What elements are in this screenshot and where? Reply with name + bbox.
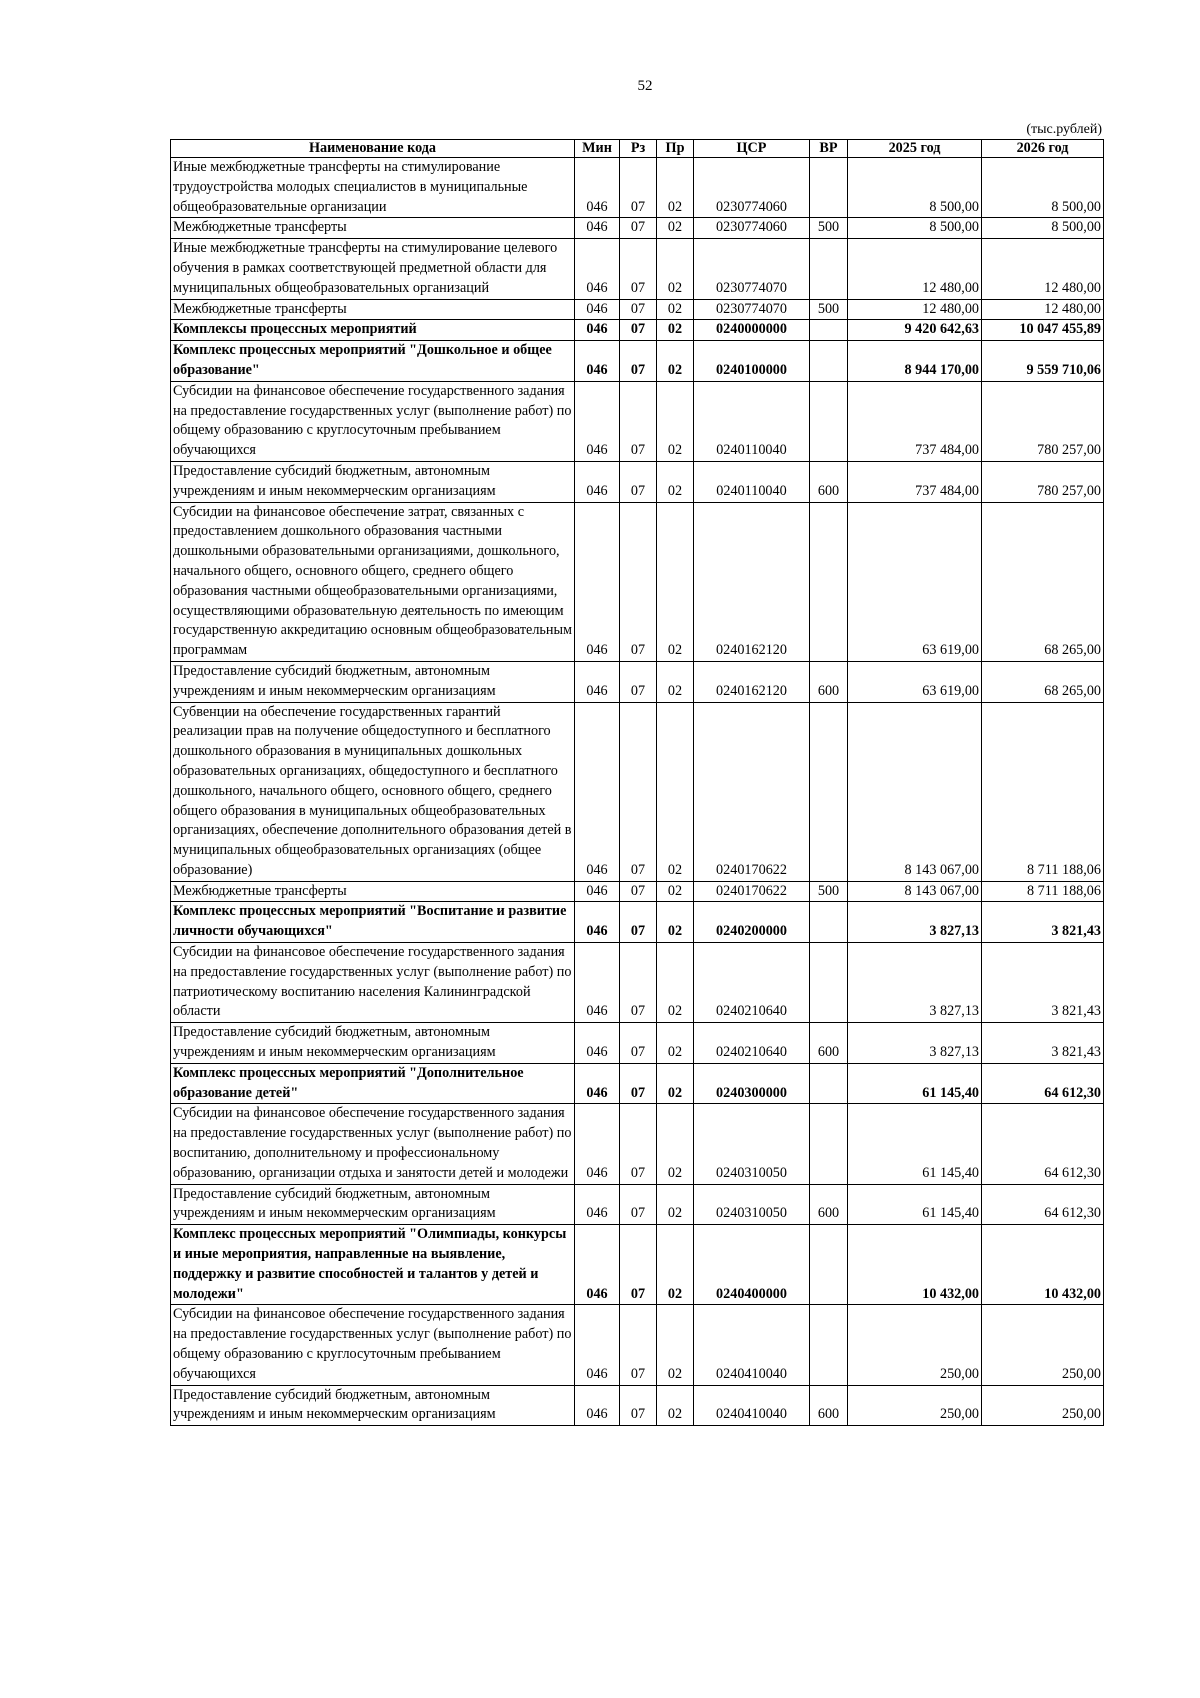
cell-name: Межбюджетные трансферты — [171, 299, 575, 320]
cell-rz: 07 — [620, 1104, 657, 1184]
cell-pr: 02 — [657, 239, 694, 299]
cell-2026: 780 257,00 — [982, 461, 1104, 502]
cell-pr: 02 — [657, 381, 694, 461]
cell-csr: 0230774060 — [694, 218, 810, 239]
cell-rz: 07 — [620, 239, 657, 299]
cell-rz: 07 — [620, 1385, 657, 1426]
cell-rz: 07 — [620, 943, 657, 1023]
cell-csr: 0230774070 — [694, 239, 810, 299]
cell-pr: 02 — [657, 218, 694, 239]
cell-2025: 63 619,00 — [848, 502, 982, 661]
budget-table — [170, 139, 1104, 1426]
cell-min: 046 — [575, 661, 620, 702]
cell-2025: 3 827,13 — [848, 943, 982, 1023]
cell-2026: 780 257,00 — [982, 381, 1104, 461]
cell-2025: 737 484,00 — [848, 381, 982, 461]
cell-csr: 0240210640 — [694, 1023, 810, 1064]
cell-csr: 0240310050 — [694, 1104, 810, 1184]
header-2026: 2026 год — [982, 140, 1104, 158]
header-min: Мин — [575, 140, 620, 158]
cell-csr: 0240410040 — [694, 1305, 810, 1385]
cell-2025: 61 145,40 — [848, 1184, 982, 1225]
cell-name: Предоставление субсидий бюджетным, автономным учреждениям и иным некоммерческим организациям — [171, 1184, 575, 1225]
cell-rz: 07 — [620, 902, 657, 943]
cell-name: Субсидии на финансовое обеспечение затрат, связанных с предоставлением дошкольного образования частными дошкольными образовательными организациями, дошкольного, начального общего, основного общего, среднего общего образования частными общеобразовательными организациями, осуществляющими образовательную деятельность по имеющим государственную аккредитацию основным общеобразовательным программам — [171, 502, 575, 661]
cell-vr — [810, 320, 848, 341]
cell-2026: 10 432,00 — [982, 1225, 1104, 1305]
cell-vr — [810, 239, 848, 299]
header-name: Наименование кода — [171, 140, 575, 158]
table-row — [171, 341, 1104, 382]
cell-2025: 61 145,40 — [848, 1063, 982, 1104]
cell-2025: 61 145,40 — [848, 1104, 982, 1184]
table-row — [171, 299, 1104, 320]
cell-name: Предоставление субсидий бюджетным, автономным учреждениям и иным некоммерческим организациям — [171, 661, 575, 702]
cell-min: 046 — [575, 502, 620, 661]
header-pr: Пр — [657, 140, 694, 158]
table-row — [171, 1225, 1104, 1305]
cell-pr: 02 — [657, 1104, 694, 1184]
cell-csr: 0230774070 — [694, 299, 810, 320]
cell-2026: 12 480,00 — [982, 299, 1104, 320]
cell-csr: 0240400000 — [694, 1225, 810, 1305]
cell-2025: 3 827,13 — [848, 902, 982, 943]
cell-name: Субсидии на финансовое обеспечение государственного задания на предоставление государственных услуг (выполнение работ) по общему образованию с круглосуточным пребыванием обучающихся — [171, 1305, 575, 1385]
units-label: (тыс.рублей) — [1026, 122, 1102, 137]
cell-csr: 0240100000 — [694, 341, 810, 382]
cell-name: Предоставление субсидий бюджетным, автономным учреждениям и иным некоммерческим организациям — [171, 1023, 575, 1064]
cell-vr: 600 — [810, 661, 848, 702]
cell-name: Предоставление субсидий бюджетным, автономным учреждениям и иным некоммерческим организациям — [171, 461, 575, 502]
cell-2025: 63 619,00 — [848, 661, 982, 702]
cell-name: Межбюджетные трансферты — [171, 218, 575, 239]
cell-2026: 3 821,43 — [982, 943, 1104, 1023]
cell-2025: 12 480,00 — [848, 239, 982, 299]
cell-min: 046 — [575, 902, 620, 943]
cell-2025: 3 827,13 — [848, 1023, 982, 1064]
table-row — [171, 943, 1104, 1023]
cell-name: Иные межбюджетные трансферты на стимулирование целевого обучения в рамках соответствующей предметной области для муниципальных общеобразовательных организаций — [171, 239, 575, 299]
cell-2025: 250,00 — [848, 1385, 982, 1426]
cell-csr: 0240300000 — [694, 1063, 810, 1104]
cell-2026: 10 047 455,89 — [982, 320, 1104, 341]
cell-vr — [810, 1063, 848, 1104]
header-vr: ВР — [810, 140, 848, 158]
table-row — [171, 661, 1104, 702]
cell-min: 046 — [575, 341, 620, 382]
cell-name: Иные межбюджетные трансферты на стимулирование трудоустройства молодых специалистов в муниципальные общеобразовательные организации — [171, 158, 575, 218]
cell-vr — [810, 943, 848, 1023]
cell-rz: 07 — [620, 341, 657, 382]
cell-csr: 0240110040 — [694, 461, 810, 502]
table-row — [171, 1305, 1104, 1385]
cell-name: Субсидии на финансовое обеспечение государственного задания на предоставление государственных услуг (выполнение работ) по патриотическому воспитанию населения Калининградской области — [171, 943, 575, 1023]
cell-rz: 07 — [620, 1023, 657, 1064]
cell-min: 046 — [575, 381, 620, 461]
cell-2026: 64 612,30 — [982, 1184, 1104, 1225]
cell-min: 046 — [575, 1385, 620, 1426]
header-csr: ЦСР — [694, 140, 810, 158]
cell-csr: 0240200000 — [694, 902, 810, 943]
cell-csr: 0240162120 — [694, 661, 810, 702]
cell-min: 046 — [575, 1063, 620, 1104]
cell-name: Комплекс процессных мероприятий "Воспитание и развитие личности обучающихся" — [171, 902, 575, 943]
cell-csr: 0240110040 — [694, 381, 810, 461]
cell-min: 046 — [575, 320, 620, 341]
cell-name: Комплексы процессных мероприятий — [171, 320, 575, 341]
cell-name: Субвенции на обеспечение государственных гарантий реализации прав на получение общедоступного и бесплатного дошкольного образования в муниципальных дошкольных образовательных организациях, общедоступного и бесплатного дошкольного, начального общего, основного общего, среднего общего образования в муниципальных общеобразовательных организациях, обеспечение дополнительного образования детей в муниципальных общеобразовательных организациях (общее образование) — [171, 702, 575, 881]
cell-2026: 8 500,00 — [982, 158, 1104, 218]
cell-name: Комплекс процессных мероприятий "Дополнительное образование детей" — [171, 1063, 575, 1104]
cell-pr: 02 — [657, 1063, 694, 1104]
cell-name: Комплекс процессных мероприятий "Дошкольное и общее образование" — [171, 341, 575, 382]
cell-min: 046 — [575, 881, 620, 902]
cell-2025: 8 944 170,00 — [848, 341, 982, 382]
cell-pr: 02 — [657, 1385, 694, 1426]
cell-vr — [810, 502, 848, 661]
table-header-row — [171, 140, 1104, 158]
cell-csr: 0240170622 — [694, 881, 810, 902]
cell-csr: 0240000000 — [694, 320, 810, 341]
cell-vr — [810, 902, 848, 943]
cell-vr — [810, 158, 848, 218]
cell-pr: 02 — [657, 158, 694, 218]
page-number: 52 — [637, 78, 653, 94]
cell-2026: 68 265,00 — [982, 661, 1104, 702]
cell-min: 046 — [575, 299, 620, 320]
cell-pr: 02 — [657, 1305, 694, 1385]
cell-rz: 07 — [620, 1225, 657, 1305]
cell-min: 046 — [575, 1184, 620, 1225]
table-row — [171, 702, 1104, 881]
cell-min: 046 — [575, 1225, 620, 1305]
cell-2025: 8 143 067,00 — [848, 881, 982, 902]
cell-pr: 02 — [657, 320, 694, 341]
cell-min: 046 — [575, 218, 620, 239]
cell-pr: 02 — [657, 1184, 694, 1225]
table-body — [171, 158, 1104, 1426]
cell-name: Субсидии на финансовое обеспечение государственного задания на предоставление государственных услуг (выполнение работ) по общему образованию с круглосуточным пребыванием обучающихся — [171, 381, 575, 461]
cell-2025: 737 484,00 — [848, 461, 982, 502]
cell-2026: 8 500,00 — [982, 218, 1104, 239]
cell-2026: 3 821,43 — [982, 902, 1104, 943]
cell-2025: 8 143 067,00 — [848, 702, 982, 881]
cell-2025: 8 500,00 — [848, 158, 982, 218]
cell-csr: 0230774060 — [694, 158, 810, 218]
cell-min: 046 — [575, 158, 620, 218]
cell-vr: 500 — [810, 299, 848, 320]
cell-rz: 07 — [620, 320, 657, 341]
cell-2026: 8 711 188,06 — [982, 881, 1104, 902]
cell-2026: 250,00 — [982, 1305, 1104, 1385]
cell-vr: 500 — [810, 881, 848, 902]
cell-pr: 02 — [657, 902, 694, 943]
cell-rz: 07 — [620, 502, 657, 661]
table-row — [171, 902, 1104, 943]
table-row — [171, 502, 1104, 661]
cell-name: Комплекс процессных мероприятий "Олимпиады, конкурсы и иные мероприятия, направленные на выявление, поддержку и развитие способностей и талантов у детей и молодежи" — [171, 1225, 575, 1305]
cell-vr: 600 — [810, 1184, 848, 1225]
table-row — [171, 1063, 1104, 1104]
table-row — [171, 1385, 1104, 1426]
cell-min: 046 — [575, 1023, 620, 1064]
cell-2025: 12 480,00 — [848, 299, 982, 320]
cell-2026: 250,00 — [982, 1385, 1104, 1426]
cell-vr — [810, 1225, 848, 1305]
cell-2025: 9 420 642,63 — [848, 320, 982, 341]
cell-min: 046 — [575, 1104, 620, 1184]
cell-2026: 9 559 710,06 — [982, 341, 1104, 382]
cell-2025: 250,00 — [848, 1305, 982, 1385]
cell-pr: 02 — [657, 661, 694, 702]
cell-csr: 0240310050 — [694, 1184, 810, 1225]
cell-2026: 3 821,43 — [982, 1023, 1104, 1064]
cell-vr: 600 — [810, 1385, 848, 1426]
cell-rz: 07 — [620, 702, 657, 881]
cell-vr — [810, 1305, 848, 1385]
cell-vr: 500 — [810, 218, 848, 239]
cell-csr: 0240170622 — [694, 702, 810, 881]
table-row — [171, 1184, 1104, 1225]
cell-rz: 07 — [620, 218, 657, 239]
cell-pr: 02 — [657, 1023, 694, 1064]
cell-2026: 64 612,30 — [982, 1063, 1104, 1104]
cell-vr — [810, 381, 848, 461]
cell-rz: 07 — [620, 299, 657, 320]
cell-min: 046 — [575, 239, 620, 299]
cell-pr: 02 — [657, 299, 694, 320]
cell-name: Субсидии на финансовое обеспечение государственного задания на предоставление государственных услуг (выполнение работ) по воспитанию, дополнительному и профессиональному образованию, организации отдыха и занятости детей и молодежи — [171, 1104, 575, 1184]
cell-pr: 02 — [657, 702, 694, 881]
cell-2025: 10 432,00 — [848, 1225, 982, 1305]
table-row — [171, 239, 1104, 299]
cell-min: 046 — [575, 702, 620, 881]
header-2025: 2025 год — [848, 140, 982, 158]
cell-name: Межбюджетные трансферты — [171, 881, 575, 902]
table-row — [171, 1023, 1104, 1064]
cell-min: 046 — [575, 1305, 620, 1385]
cell-rz: 07 — [620, 1063, 657, 1104]
cell-vr — [810, 702, 848, 881]
cell-min: 046 — [575, 461, 620, 502]
cell-rz: 07 — [620, 461, 657, 502]
cell-2025: 8 500,00 — [848, 218, 982, 239]
cell-rz: 07 — [620, 158, 657, 218]
cell-csr: 0240162120 — [694, 502, 810, 661]
cell-csr: 0240410040 — [694, 1385, 810, 1426]
cell-vr: 600 — [810, 1023, 848, 1064]
cell-pr: 02 — [657, 461, 694, 502]
cell-pr: 02 — [657, 1225, 694, 1305]
cell-2026: 68 265,00 — [982, 502, 1104, 661]
cell-rz: 07 — [620, 1305, 657, 1385]
cell-2026: 8 711 188,06 — [982, 702, 1104, 881]
table-row — [171, 218, 1104, 239]
table-row — [171, 461, 1104, 502]
header-rz: Рз — [620, 140, 657, 158]
cell-pr: 02 — [657, 341, 694, 382]
cell-vr — [810, 341, 848, 382]
cell-name: Предоставление субсидий бюджетным, автономным учреждениям и иным некоммерческим организациям — [171, 1385, 575, 1426]
cell-pr: 02 — [657, 881, 694, 902]
cell-pr: 02 — [657, 943, 694, 1023]
table-row — [171, 158, 1104, 218]
cell-2026: 64 612,30 — [982, 1104, 1104, 1184]
cell-rz: 07 — [620, 661, 657, 702]
cell-rz: 07 — [620, 1184, 657, 1225]
cell-rz: 07 — [620, 881, 657, 902]
cell-min: 046 — [575, 943, 620, 1023]
cell-vr: 600 — [810, 461, 848, 502]
table-row — [171, 320, 1104, 341]
cell-csr: 0240210640 — [694, 943, 810, 1023]
cell-2026: 12 480,00 — [982, 239, 1104, 299]
cell-pr: 02 — [657, 502, 694, 661]
table-row — [171, 881, 1104, 902]
table-row — [171, 1104, 1104, 1184]
table-row — [171, 381, 1104, 461]
cell-rz: 07 — [620, 381, 657, 461]
cell-vr — [810, 1104, 848, 1184]
